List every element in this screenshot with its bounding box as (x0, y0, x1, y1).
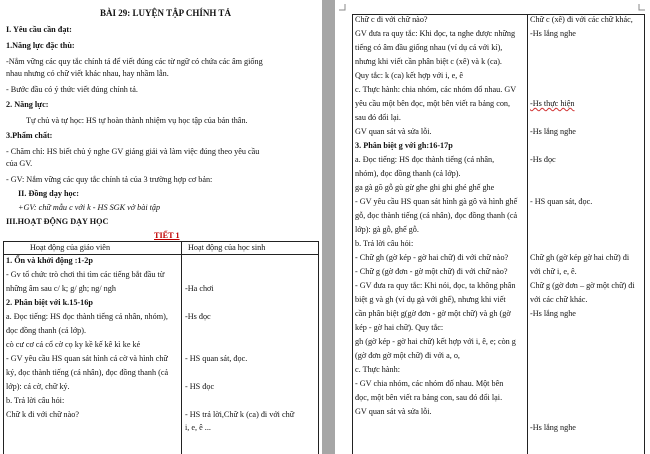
table-cell: với các chữ khác. (530, 295, 588, 304)
document-page-right (335, 0, 650, 454)
text-line: của GV. (6, 159, 33, 168)
table-header-student: Hoạt động của học sinh (188, 243, 266, 252)
table-cell: tiếng có âm đầu giống nhau (ví dụ cá với kí), (355, 43, 503, 52)
text-line: +GV: chữ mẫu c với k - HS SGK vở bài tập (18, 203, 161, 212)
table-cell: yêu cầu một bên đọc, một bên viết ra bảng con, (355, 99, 511, 108)
table-cell: - HS quan sát, đọc. (185, 354, 248, 363)
table-cell: i, e, ê ... (185, 423, 211, 432)
table-cell: nhưng khi viết cần phân biệt c (xê) và k (ca). (355, 57, 502, 66)
table-cell: GV quan sát và sửa lỗi. (355, 407, 432, 416)
table-cell: -Hs lắng nghe (530, 423, 576, 432)
crop-mark-icon (339, 4, 346, 11)
table-cell: -Hs đọc (530, 155, 556, 164)
table-cell: kép - gờ hai chữ). Quy tắc: (355, 323, 444, 332)
section-heading: I. Yêu cầu cần đạt: (6, 25, 72, 34)
table-cell: GV đưa ra quy tắc: Khi đọc, ta nghe được những (355, 29, 516, 38)
table-cell: (gờ đơn gờ một chữ) đi với a, o, (355, 351, 460, 360)
page-gutter (322, 0, 335, 454)
period-label: TIẾT 1 (154, 231, 180, 240)
text-line: Tự chủ và tự học: HS tự hoàn thành nhiệm vụ học tập của bản thân. (26, 116, 248, 125)
table-cell: nhóm), đọc đồng thanh (cả lớp). (355, 169, 461, 178)
table-cell: -Hs đọc (185, 312, 211, 321)
table-cell: đọc, một bên viết ra bảng con, sau đó đổi lại. (355, 393, 503, 402)
table-cell: a. Đọc tiếng: HS đọc thành tiếng (cá nhân, (355, 155, 495, 164)
table-cell: -Ha chơi (185, 284, 214, 293)
text-line: -Nắm vững các quy tắc chính tả để viết đúng các từ ngữ có chứa các âm giống (6, 57, 263, 66)
section-heading: 1.Năng lực đặc thù: (6, 41, 75, 50)
section-heading: 3.Phẩm chất: (6, 131, 53, 140)
table-cell: - HS trả lời,Chữ k (ca) đi với chữ (185, 410, 295, 419)
table-cell: gỗ, đọc thành tiếng (cá nhân), đọc đồng thanh (cả (355, 211, 518, 220)
table-cell: Chữ g (gờ đơn – gờ một chữ) đi (530, 281, 635, 290)
table-cell: - GV yêu cầu HS quan sát hình cá cờ và hình chữ (6, 354, 168, 363)
table-cell: sau đó đổi lại. (355, 113, 401, 122)
section-heading: II. Đồng dạy học: (18, 189, 79, 198)
section-heading: 2. Năng lực: (6, 100, 49, 109)
table-cell: lớp): gà gỗ, ghế gỗ. (355, 225, 419, 234)
table-cell: b. Trả lời câu hỏi: (6, 396, 65, 405)
table-cell: cò cư cơ cá cổ cờ cọ ky kề kế kê kì ke kẻ (6, 340, 141, 349)
table-cell: ga gà gõ gỗ gù gừ ghe ghi ghi ghé ghế ghe (355, 183, 495, 192)
table-cell: - GV yêu cầu HS quan sát hình gà gô và hình ghế (355, 197, 518, 206)
table-cell: biệt g và gh (ví dụ gà với ghế), nhưng khi viết (355, 295, 506, 304)
table-cell: - GV chia nhóm, các nhóm đố nhau. Một bên (355, 379, 504, 388)
table-cell: -Hs lắng nghe (530, 309, 576, 318)
table-cell: ký, đọc thành tiếng (cá nhân), đọc đồng thanh (cả (6, 368, 169, 377)
table-cell: -Hs lắng nghe (530, 29, 576, 38)
table-cell: Chữ c (xê) đi với các chữ khác, (530, 15, 633, 24)
table-cell: cần phân biệt g(gờ đơn - gờ một chữ) và gh (gờ (355, 309, 511, 318)
table-cell: Chữ k đi với chữ nào? (6, 410, 80, 419)
table-cell: gh (gờ kép - gờ hai chữ) kết hợp với i, ê, e; còn g (355, 337, 516, 346)
table-cell: 2. Phân biệt với k.15-16p (6, 298, 93, 307)
document-page-left (0, 0, 322, 454)
table-header-teacher: Hoạt động của giáo viên (30, 243, 111, 252)
table-cell: - Chữ gh (gờ kép - gờ hai chữ) đi với chữ nào? (355, 253, 509, 262)
table-cell: - Gv tổ chức trò chơi thi tìm các tiếng bắt đầu từ (6, 270, 165, 279)
table-cell: Chữ c đi với chữ nào? (355, 15, 428, 24)
table-cell: Chữ gh (gờ kép gờ hai chữ) đi (530, 253, 630, 262)
lesson-title: BÀI 29: LUYỆN TẬP CHÍNH TẢ (100, 8, 231, 18)
text-line: - Chăm chỉ: HS biết chủ ý nghe GV giảng giải và làm việc đúng theo yêu cầu (6, 147, 260, 156)
table-cell: -Hs thực hiện (530, 99, 575, 108)
table-cell: với chữ i, e, ê. (530, 267, 577, 276)
table-cell: lớp): cá cờ, chữ ký. (6, 382, 70, 391)
table-cell: 3. Phân biệt g với gh:16-17p (355, 141, 453, 150)
text-line: - Bước đầu có ý thức viết đúng chính tả. (6, 85, 138, 94)
table-cell: b. Trả lời câu hỏi: (355, 239, 414, 248)
table-cell: - Chữ g (gờ đơn - gờ một chữ) đi với chữ nào? (355, 267, 508, 276)
table-cell: -Hs lắng nghe (530, 127, 576, 136)
table-cell: - GV đưa ra quy tắc: Khi nói, đọc, ta không phân (355, 281, 516, 290)
table-cell: Quy tắc: k (ca) kết hợp với i, e, ê (355, 71, 464, 80)
table-cell: GV quan sát và sửa lỗi. (355, 127, 432, 136)
crop-mark-icon (638, 4, 645, 11)
table-cell: - HS quan sát, đọc. (530, 197, 593, 206)
table-cell: - HS đọc (185, 382, 215, 391)
text-line: - GV: Nắm vững các quy tắc chính tả của 3 trường hợp cơ bản: (6, 175, 213, 184)
table-cell: những âm sau c/ k; g/ gh; ng/ ngh (6, 284, 116, 293)
table-cell: c. Thực hành: (355, 365, 400, 374)
table-cell: c. Thực hành: chia nhóm, các nhóm đổ nhau. GV (355, 85, 517, 94)
table-cell: đọc đồng thanh (cả lớp). (6, 326, 87, 335)
section-heading: III.HOẠT ĐỘNG DẠY HỌC (6, 217, 109, 226)
text-line: nhau nhưng có chữ viết khác nhau, hay nhầm lẫn. (6, 69, 169, 78)
table-cell: 1. Ổn và khởi động :1-2p (6, 256, 93, 265)
table-cell: a. Đọc tiếng: HS đọc thành tiếng cả nhân, nhóm), (6, 312, 168, 321)
